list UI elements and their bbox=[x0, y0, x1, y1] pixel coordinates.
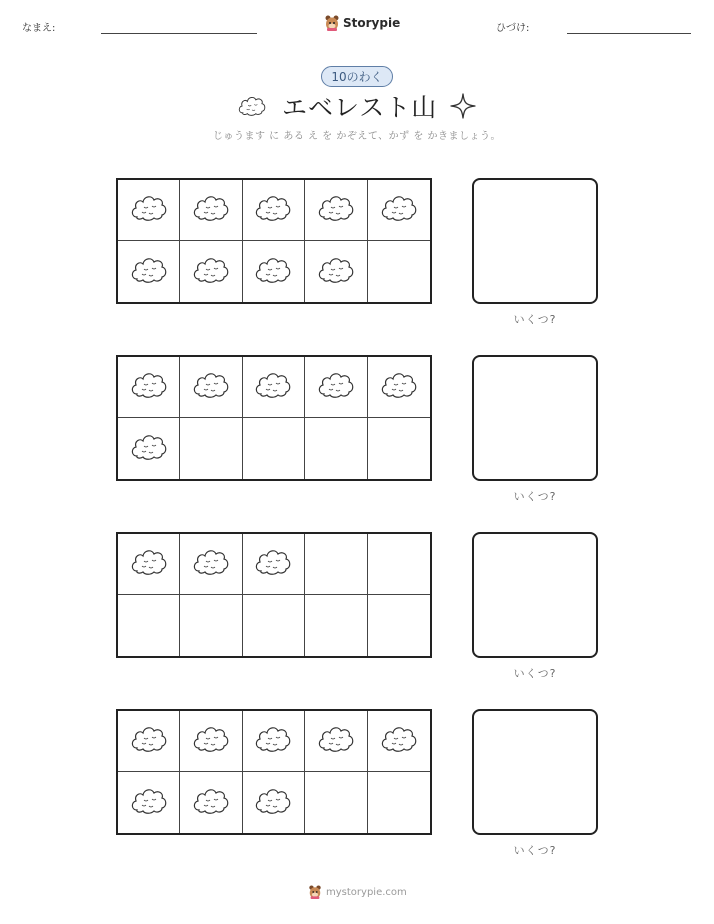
answer-box[interactable] bbox=[472, 355, 598, 481]
cloud-icon bbox=[129, 253, 169, 291]
name-label: なまえ: bbox=[22, 23, 56, 34]
brand-logo bbox=[324, 12, 400, 34]
ten-frame-cell bbox=[118, 534, 180, 595]
ten-frame-cell bbox=[368, 418, 430, 479]
cloud-icon bbox=[253, 368, 293, 406]
ten-frame-cell bbox=[243, 772, 305, 833]
cloud-icon bbox=[379, 722, 419, 760]
answer-box[interactable] bbox=[472, 532, 598, 658]
ten-frame-cell bbox=[368, 772, 430, 833]
cloud-icon bbox=[129, 368, 169, 406]
date-line bbox=[567, 33, 691, 34]
ten-frame-cell bbox=[243, 180, 305, 241]
ten-frame-cell bbox=[118, 241, 180, 302]
brand-name: Storypie bbox=[343, 16, 401, 30]
ten-frame-cell bbox=[305, 711, 367, 772]
ten-frame-cell bbox=[118, 357, 180, 418]
ten-frame-cell bbox=[305, 357, 367, 418]
ten-frame-cell bbox=[118, 772, 180, 833]
answer-box[interactable] bbox=[472, 178, 598, 304]
ten-frame-cell bbox=[118, 711, 180, 772]
cloud-icon bbox=[191, 368, 231, 406]
cloud-icon bbox=[253, 191, 293, 229]
ten-frame-cell bbox=[305, 595, 367, 656]
ten-frame bbox=[116, 178, 432, 304]
instructions: じゅうます に ある え を かぞえて、かず を かきましょう。 bbox=[212, 131, 502, 142]
ten-frame-cell bbox=[243, 595, 305, 656]
ten-frame-cell bbox=[305, 418, 367, 479]
ten-frame-cell bbox=[305, 241, 367, 302]
cloud-icon bbox=[129, 191, 169, 229]
ten-frame bbox=[116, 532, 432, 658]
worksheet-badge: 10のわく bbox=[321, 66, 393, 87]
ten-frame-cell bbox=[368, 241, 430, 302]
cloud-icon bbox=[316, 191, 356, 229]
count-prompt: いくつ? bbox=[513, 844, 557, 857]
footer-url: mystorypie.com bbox=[326, 886, 407, 898]
ten-frame-cell bbox=[180, 241, 242, 302]
cloud-icon bbox=[316, 253, 356, 291]
date-label: ひづけ: bbox=[496, 23, 530, 34]
ten-frame-cell bbox=[243, 418, 305, 479]
ten-frame-cell bbox=[118, 180, 180, 241]
ten-frame-cell bbox=[180, 711, 242, 772]
ten-frame-cell bbox=[243, 534, 305, 595]
cloud-icon bbox=[191, 722, 231, 760]
ten-frame bbox=[116, 709, 432, 835]
ten-frame-cell bbox=[368, 711, 430, 772]
cloud-icon bbox=[253, 722, 293, 760]
ten-frame-cell bbox=[368, 357, 430, 418]
count-prompt: いくつ? bbox=[513, 313, 557, 326]
cloud-icon bbox=[191, 784, 231, 822]
cloud-icon bbox=[379, 368, 419, 406]
cloud-icon bbox=[379, 191, 419, 229]
ten-frame-cell bbox=[180, 595, 242, 656]
ten-frame-cell bbox=[118, 418, 180, 479]
ten-frame-cell bbox=[180, 180, 242, 241]
cloud-icon bbox=[129, 430, 169, 468]
storypie-mascot-icon bbox=[324, 14, 340, 32]
cloud-icon bbox=[236, 93, 268, 119]
count-prompt: いくつ? bbox=[513, 667, 557, 680]
page-title: エベレスト山 bbox=[282, 93, 438, 122]
count-prompt: いくつ? bbox=[513, 490, 557, 503]
cloud-icon bbox=[129, 784, 169, 822]
cloud-icon bbox=[191, 253, 231, 291]
cloud-icon bbox=[253, 545, 293, 583]
ten-frame-cell bbox=[368, 595, 430, 656]
footer bbox=[308, 884, 407, 900]
ten-frame-cell bbox=[118, 595, 180, 656]
name-line bbox=[101, 33, 257, 34]
cloud-icon bbox=[191, 545, 231, 583]
cloud-icon bbox=[253, 253, 293, 291]
ten-frame-cell bbox=[180, 357, 242, 418]
ten-frame-cell bbox=[180, 418, 242, 479]
cloud-icon bbox=[316, 368, 356, 406]
ten-frame-cell bbox=[180, 772, 242, 833]
sparkle-icon bbox=[450, 93, 476, 119]
cloud-icon bbox=[191, 191, 231, 229]
ten-frame-cell bbox=[243, 241, 305, 302]
ten-frame bbox=[116, 355, 432, 481]
ten-frame-cell bbox=[243, 357, 305, 418]
ten-frame-cell bbox=[305, 772, 367, 833]
ten-frame-cell bbox=[368, 180, 430, 241]
cloud-icon bbox=[316, 722, 356, 760]
cloud-icon bbox=[129, 722, 169, 760]
cloud-icon bbox=[129, 545, 169, 583]
answer-box[interactable] bbox=[472, 709, 598, 835]
ten-frame-cell bbox=[305, 180, 367, 241]
ten-frame-cell bbox=[368, 534, 430, 595]
ten-frame-cell bbox=[243, 711, 305, 772]
ten-frame-cell bbox=[180, 534, 242, 595]
ten-frame-cell bbox=[305, 534, 367, 595]
cloud-icon bbox=[253, 784, 293, 822]
storypie-mascot-icon bbox=[308, 884, 322, 900]
